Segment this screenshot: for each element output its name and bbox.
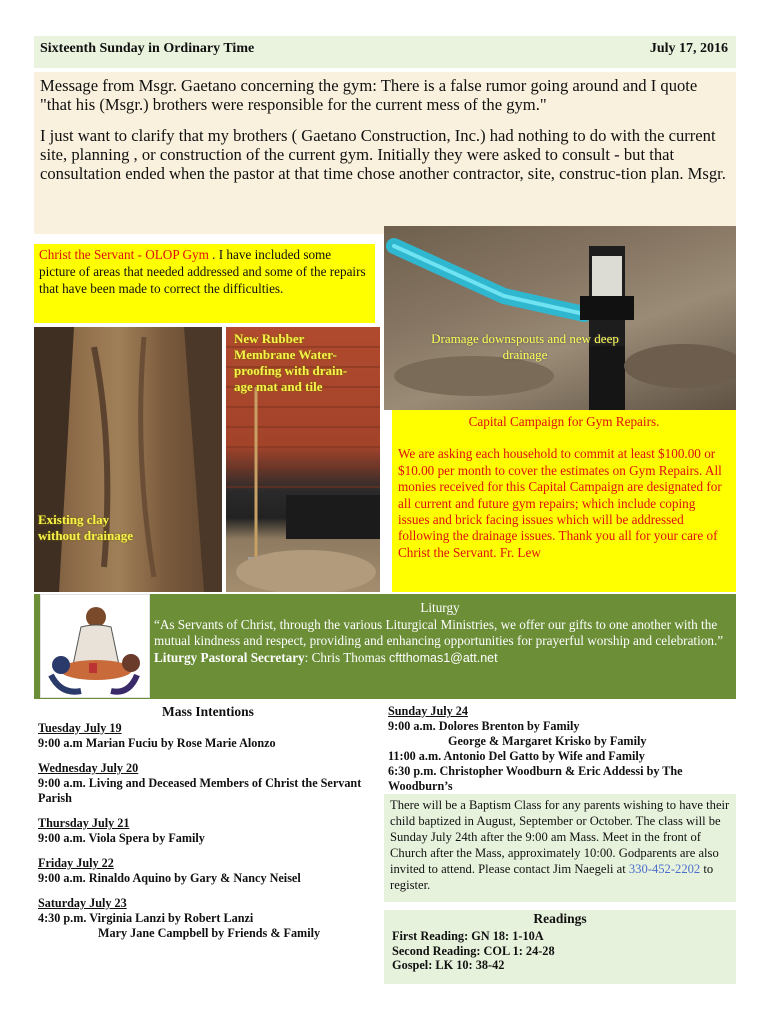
day-label: Thursday July 21	[38, 816, 130, 830]
first-reading: First Reading: GN 18: 1-10A	[392, 928, 544, 943]
clay-caption: Existing clay without drainage	[38, 512, 133, 543]
clay-trench-photo	[34, 327, 222, 592]
mass-day-wednesday	[38, 761, 378, 806]
intention-line: George & Margaret Krisko by Family	[448, 734, 647, 748]
intention-line: 9:00 a.m Marian Fuciu by Rose Marie Alonzo	[38, 736, 276, 750]
intention-line: Mary Jane Campbell by Friends & Family	[98, 926, 321, 940]
bulletin-date: July 17, 2016	[649, 41, 728, 56]
day-label: Saturday July 23	[38, 896, 127, 910]
sunday-title: Sixteenth Sunday in Ordinary Time	[40, 41, 255, 56]
mass-intentions-heading: Mass Intentions	[162, 704, 254, 719]
bulletin-header	[34, 36, 736, 68]
campaign-body: We are asking each household to commit at least $100.00 or $10.00 per month to cover the estimates on Gym Repairs. All monies received for this Capital Campaign are designated for all current and future gym repairs; which include coping issues and brick facing issues which will be addressed following the drainage issues. Thank you all for your care of Christ the Servant. Fr. Lew	[398, 446, 722, 560]
baptism-text: There will be a Baptism Class for any parents wishing to have their child baptized in August, September or October. The class will be Sunday July 24th after the 9:00 am Mass. Meet in the front of Church after the Mass, approximately 10:00. Godparents are also invited to attend. Please contact Jim Naegeli at	[390, 798, 730, 876]
drainage-caption: Dramage downspouts and new deep drainage	[431, 331, 619, 362]
baptism-text-end: to register.	[390, 862, 714, 892]
readings-box	[384, 910, 736, 984]
campaign-title: Capital Campaign for Gym Repairs.	[468, 414, 660, 429]
day-label: Tuesday July 19	[38, 721, 122, 735]
day-label: Wednesday July 20	[38, 761, 139, 775]
liturgy-quote: “As Servants of Christ, through the various Liturgical Ministries, we offer our gifts to one another with the mutual kindness and respect, providing and enhancing opportunities for prayerful worship and celebration.”	[154, 616, 724, 648]
intention-line: 9:00 a.m. Rinaldo Aquino by Gary & Nancy Neisel	[38, 871, 301, 885]
gym-intro	[34, 244, 375, 323]
mass-day-saturday	[38, 896, 378, 941]
liturgy-title: Liturgy	[420, 600, 460, 615]
membrane-caption: New Rubber Membrane Water-proofing with drain-age mat and tile	[234, 331, 348, 394]
day-label: Friday July 22	[38, 856, 114, 870]
gym-intro-text: . I have included some picture of areas that needed addressed and some of the repairs that have been made to correct the difficulties.	[39, 247, 366, 296]
mass-intentions	[34, 702, 382, 984]
capital-campaign	[392, 410, 736, 592]
mass-day-sunday	[384, 704, 736, 794]
readings-title: Readings	[533, 911, 587, 926]
intention-line: 9:00 a.m. Viola Spera by Family	[38, 831, 205, 845]
jesus-illustration	[40, 594, 150, 698]
gospel-reading: Gospel: LK 10: 38-42	[392, 958, 505, 973]
day-label: Sunday July 24	[388, 704, 468, 718]
gym-intro-title: Christ the Servant - OLOP Gym	[39, 247, 209, 262]
intention-line: 6:30 p.m. Christopher Woodburn & Eric Addessi by The Woodburn’s	[388, 764, 683, 793]
intention-line: 4:30 p.m. Virginia Lanzi by Robert Lanzi	[38, 911, 254, 925]
message-paragraph-1: Message from Msgr. Gaetano concerning the gym: There is a false rumor going around and I quote "that his (Msgr.) brothers were responsible for the current mess of the gym."	[40, 76, 698, 114]
mass-day-friday	[38, 856, 378, 886]
liturgy-secretary	[154, 650, 726, 667]
baptism-class-notice	[384, 794, 736, 902]
message-paragraph-2: I just want to clarify that my brothers ( Gaetano Construction, Inc.) had nothing to do with the current site, planning , or construction of the current gym. Initially they were asked to consult - but that consultation ended when the pastor at that time chose another contractor, site, construc-tion plan. Msgr.	[40, 126, 726, 183]
mass-day-tuesday	[38, 721, 378, 751]
clay-trench-image	[34, 327, 222, 592]
phone-link[interactable]: 330-452-2202	[628, 862, 701, 876]
intention-line: 9:00 a.m. Dolores Brenton by Family	[388, 719, 580, 733]
secretary-email-link[interactable]: cftthomas1@att.net	[389, 650, 498, 665]
secretary-label: Liturgy Pastoral Secretary	[154, 649, 305, 665]
drainage-pipe-photo	[384, 226, 736, 410]
drainage-pipe-image	[384, 226, 736, 410]
intention-line: 11:00 a.m. Antonio Del Gatto by Wife and Family	[388, 749, 645, 763]
msgr-message	[34, 72, 736, 234]
intention-line: 9:00 a.m. Living and Deceased Members of Christ the Servant Parish	[38, 776, 362, 805]
last-supper-image	[41, 595, 149, 697]
secretary-name: : Chris Thomas	[304, 649, 390, 665]
second-reading: Second Reading: COL 1: 24-28	[392, 943, 555, 958]
mass-day-thursday	[38, 816, 378, 846]
